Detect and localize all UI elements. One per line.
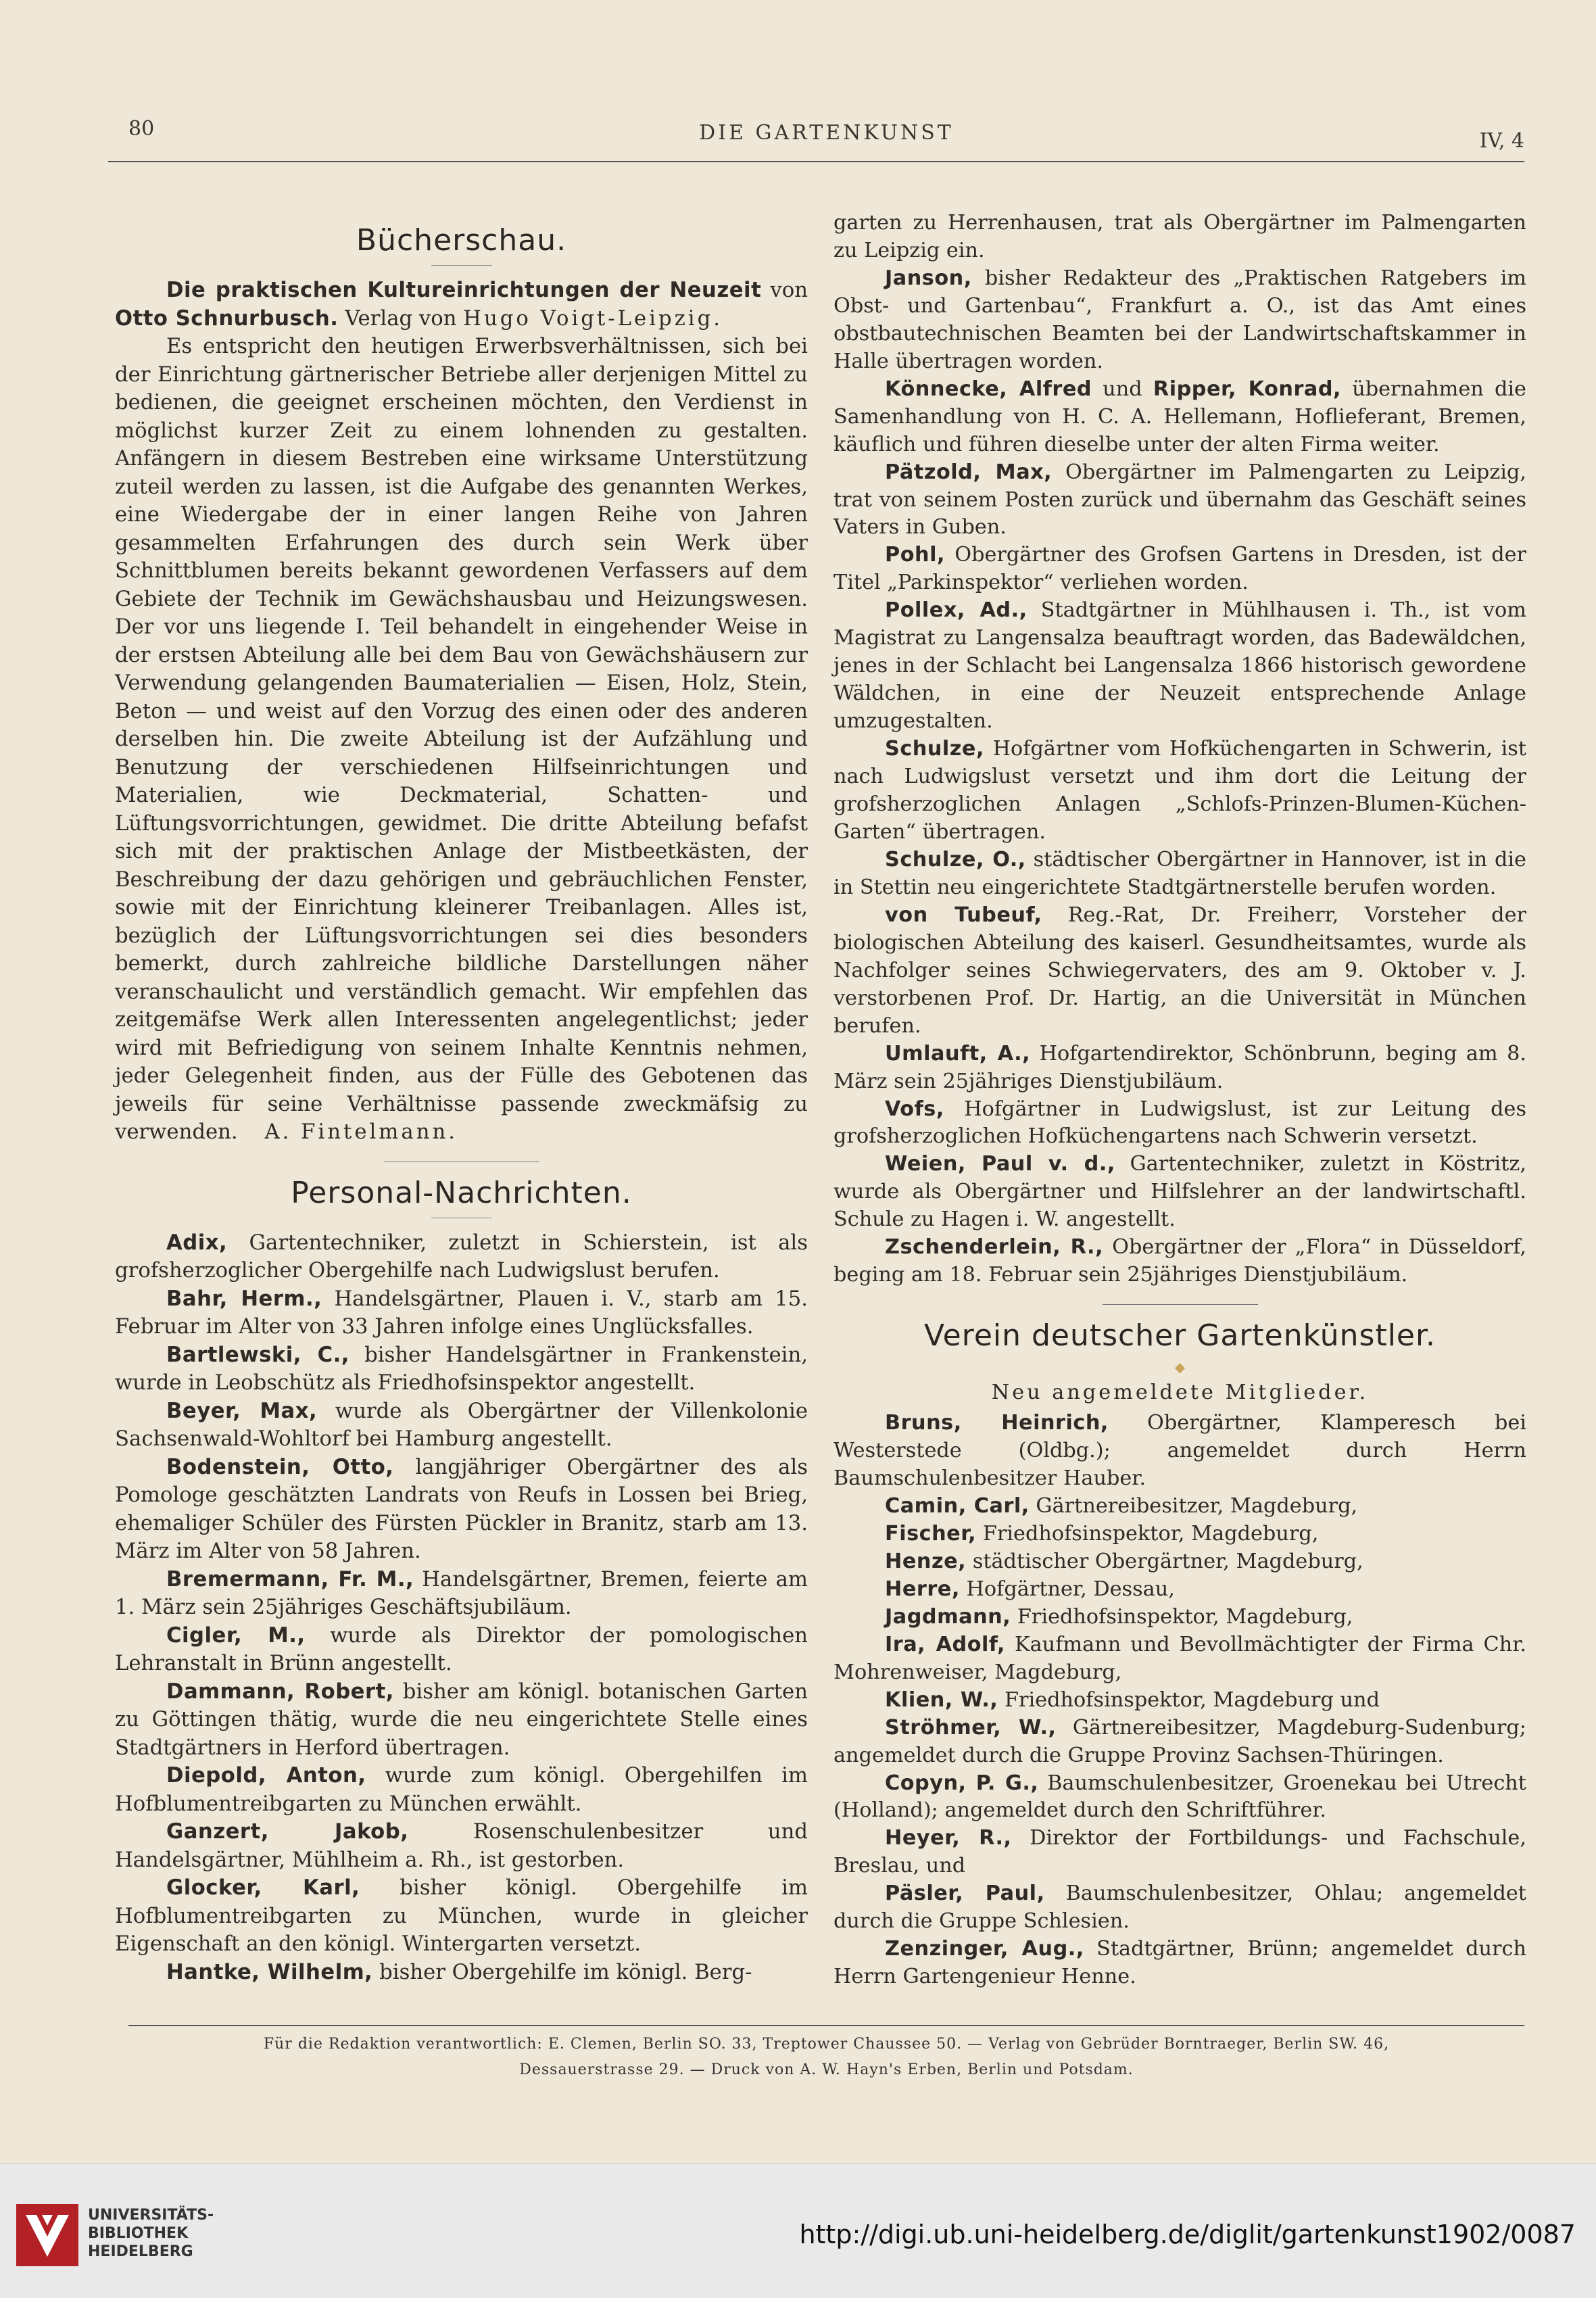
person-name: Vofs,: [885, 1097, 944, 1121]
page-number: 80: [128, 117, 155, 141]
entry-text: städtischer Obergärtner, Magdeburg,: [972, 1549, 1363, 1573]
divider: [431, 265, 492, 266]
section-subtitle: Neu angemeldete Mitglieder.: [991, 1381, 1369, 1405]
person-name: Ganzert, Jakob,: [166, 1820, 409, 1844]
divider: [1103, 1304, 1258, 1305]
entry-text: städtischer Obergärtner in Hannover, ist in die in Stettin neu eingerichtete Stadtgärtnerstelle berufen worden.: [833, 847, 1526, 899]
entry-text: bisher Redakteur des „Praktischen Ratgebers im Obst- und Gartenbau“, Frankfurt a. O., ist das Amt eines obstbautechnischen Beamten bei der Landwirtschaftskammer in Halle übertragen worden.: [833, 266, 1526, 373]
header-rule: [108, 161, 1524, 162]
person-name: Henze,: [885, 1549, 967, 1573]
person-name: Bremermann, Fr. M.,: [166, 1567, 414, 1591]
page-header: [128, 112, 1524, 152]
entry-text: Friedhofsinspektor, Magdeburg,: [1017, 1604, 1353, 1629]
entry-text: Hofgartendirektor, Schönbrunn, beging am 8. März sein 25jähriges Dienstjubiläum.: [833, 1041, 1526, 1093]
person-name: Camin, Carl,: [885, 1493, 1030, 1518]
person-name: Zenzinger, Aug.,: [885, 1937, 1084, 1961]
personal-entry: [833, 902, 1526, 1040]
entry-text: bisher Handelsgärtner in Frankenstein, wurde in Leobschütz als Friedhofsinspektor angestellt.: [115, 1343, 808, 1395]
entry-text: Obergärtner des Grofsen Gartens in Dresden, ist der Titel „Parkinspektor“ verliehen worden.: [833, 543, 1526, 595]
person-name: Klien, W.,: [885, 1687, 998, 1712]
personal-entry: [833, 1825, 1526, 1880]
person-name: Copyn, P. G.,: [885, 1771, 1039, 1795]
person-name: Bartlewski, C.,: [166, 1343, 349, 1367]
entry-text: Hofgärtner in Ludwigslust, ist zur Leitung des grofsherzoglichen Hofküchengartens nach Schwerin versetzt.: [833, 1097, 1526, 1149]
personal-entry: [833, 1687, 1526, 1715]
personal-entry: [115, 1229, 808, 1285]
entry-text: Obergärtner im Palmengarten zu Leipzig, trat von seinem Posten zurück und übernahm das Geschäft seines Vaters in Guben.: [833, 460, 1526, 540]
personal-entry: [833, 1936, 1526, 1991]
entry-text: Gärtnereibesitzer, Magdeburg-Sudenburg; angemeldet durch die Gruppe Provinz Sachsen-Thüringen.: [833, 1715, 1526, 1767]
personal-entry: [115, 1874, 808, 1959]
person-name: Bodenstein, Otto,: [166, 1455, 394, 1479]
left-column: [115, 210, 808, 1986]
entry-text: Kaufmann und Bevollmächtigter der Firma Chr. Mohrenweiser, Magdeburg,: [833, 1632, 1526, 1684]
entry-text: übernahmen die Samenhandlung von H. C. A. Hellemann, Hoflieferant, Bremen, käuflich und führen dieselbe unter der alten Firma weiter.: [833, 377, 1526, 456]
imprint-line: Für die Redaktion verantwortlich: E. Clemen, Berlin SO. 33, Treptower Chaussee 50. — Verlag von Gebrüder Borntraeger, Berlin SW. 46,: [263, 2036, 1390, 2053]
personal-entry: [833, 1576, 1526, 1604]
person-name: Zschenderlein, R.,: [885, 1235, 1104, 1260]
review-signature: A. Fintelmann.: [264, 1120, 458, 1144]
person-name: Cigler, M.,: [166, 1623, 306, 1648]
person-name: Päsler, Paul,: [885, 1882, 1045, 1906]
entry-text: Baumschulenbesitzer, Groenekau bei Utrecht (Holland); angemeldet durch den Schriftführer.: [833, 1771, 1526, 1823]
person-name: Beyer, Max,: [166, 1399, 318, 1423]
personal-entry: [115, 1762, 808, 1818]
review-text: [115, 333, 808, 1147]
library-footer: [0, 2163, 1596, 2298]
imprint-line: Dessauerstrasse 29. — Druck von A. W. Hayn's Erben, Berlin und Potsdam.: [519, 2061, 1134, 2078]
personal-entry: [833, 1493, 1526, 1521]
volume-number: IV, 4: [1479, 129, 1524, 153]
entry-text: bisher am königl. botanischen Garten zu Göttingen thätig, wurde die neu eingerichtete Stelle eines Stadtgärtners in Herford übertragen.: [115, 1679, 808, 1760]
entry-text: Friedhofsinspektor, Magdeburg,: [982, 1521, 1319, 1546]
person-name: Umlauft, A.,: [885, 1041, 1031, 1066]
personal-entry: [833, 597, 1526, 736]
entry-text: Reg.-Rat, Dr. Freiherr, Vorsteher der biologischen Abteilung des kaiserl. Gesundheitsamtes, wurde als Nachfolger seines Schwiegervaters, des am 9. Oktober v. J. verstorbenen Prof. Dr. Hartig, an die Universität in München berufen.: [833, 903, 1526, 1038]
entry-text: wurde als Obergärtner der Villenkolonie Sachsenwald-Wohltorf bei Hamburg angestellt.: [115, 1399, 808, 1451]
entry-text: wurde als Direktor der pomologischen Lehranstalt in Brünn angestellt.: [115, 1623, 808, 1675]
imprint-rule: [128, 2025, 1524, 2026]
person-name: Schulze, O.,: [885, 847, 1026, 871]
personal-entry: [833, 736, 1526, 846]
personal-entry: [833, 1234, 1526, 1289]
personal-entry: [833, 1548, 1526, 1576]
entry-text: Obergärtner, Klamperesch bei Westerstede (Oldbg.); angemeldet durch Herrn Baumschulenbesitzer Hauber.: [833, 1411, 1527, 1491]
person-name: Ströhmer, W.,: [885, 1715, 1057, 1740]
person-name: Diepold, Anton,: [166, 1764, 366, 1788]
entry-text: Stadtgärtner in Mühlhausen i. Th., ist vom Magistrat zu Langensalza beauftragt worden, das Badewäldchen, jenes in der Schlacht bei Langensalza 1866 historisch gewordene Wäldchen, in eine der Neuzeit entsprechende Anlage umzugestalten.: [833, 598, 1526, 734]
personal-entry: [833, 1410, 1526, 1493]
book-publisher: Hugo Voigt-Leipzig.: [463, 306, 723, 331]
book-author: Otto Schnurbusch.: [115, 306, 339, 331]
citation-verlag: Verlag von: [345, 306, 457, 331]
review-body: Es entspricht den heutigen Erwerbsverhältnissen, sich bei der Einrichtung gärtnerischer Betriebe aller derjenigen Mittel zu bedienen, die geeignet erscheinen möchten, den Verdienst in möglichst kurzer Zeit zu einem lohnenden zu gestalten. Anfängern in diesem Bestreben eine wirksame Unterstützung zuteil werden zu lassen, ist die Aufgabe des genannten Werkes, eine Wiedergabe der in einer langen Reihe von Jahren gesammelten Erfahrungen des durch sein Werk über Schnittblumen bereits bekannt gewordenen Verfassers auf dem Gebiete der Technik im Gewächshausbau und Heizungswesen. Der vor uns liegende I. Teil behandelt in eingehender Weise in der erstsen Abteilung alle bei dem Bau von Gewächshäusern zur Verwendung gelangenden Baumaterialien — Eisen, Holz, Stein, Beton — und weist auf den Vorzug des einen oder des anderen derselben hin. Die zweite Abteilung ist der Aufzählung und Benutzung der verschiedenen Hilfseinrichtungen und Materialien, wie Deckmaterial, Schatten- und Lüftungsvorrichtungen, gewidmet. Die dritte Abteilung befafst sich mit der praktischen Anlage der Mistbeetkästen, der Beschreibung der dazu gehörigen und gebräuchlichen Fenster, sowie mit der Einrichtung kleinerer Treibanlagen. Alles ist, bezüglich der Lüftungsvorrichtungen sei dies besonders bemerkt, durch zahlreiche bildliche Darstellungen näher veranschaulicht und verständlich gemacht. Wir empfehlen das zeitgemäfse Werk allen Interessenten angelegentlichst; jeder wird mit Befriedigung von seinem Inhalte Kenntnis nehmen, jeder Gelegenheit finden, aus der Fülle des Gebotenen das jeweils für seine Verhältnisse passende zweckmäfsig zu verwenden.: [115, 335, 808, 1144]
right-column: [833, 210, 1526, 1991]
entry-text: Handelsgärtner, Plauen i. V., starb am 15. Februar im Alter von 33 Jahren infolge eines Unglücksfalles.: [115, 1287, 808, 1339]
personal-entry: [115, 1818, 808, 1874]
person-name: Ripper, Konrad,: [1153, 377, 1342, 401]
book-title: Die praktischen Kultureinrichtungen der Neuzeit: [166, 279, 762, 302]
member-entries: [833, 1410, 1526, 1991]
personal-entry: [115, 1622, 808, 1678]
person-name: Hantke, Wilhelm,: [166, 1960, 373, 1984]
personal-entry: [115, 1566, 808, 1622]
personal-entry: [833, 1604, 1526, 1631]
library-name: [88, 2206, 214, 2261]
journal-title: DIE GARTENKUNST: [699, 121, 954, 145]
book-citation: [115, 277, 808, 333]
section-title-verein: Verein deutscher Gartenkünstler.: [923, 1318, 1436, 1354]
person-name: Bahr, Herm.,: [166, 1287, 322, 1311]
citation-von: von: [770, 279, 808, 302]
entry-text: bisher königl. Obergehilfe im Hofblumentreibgarten zu München, wurde in gleicher Eigenschaft an den königl. Wintergarten versetzt.: [115, 1876, 808, 1956]
personal-entry: [833, 459, 1526, 542]
personal-entry: [833, 265, 1526, 376]
entry-text: Obergärtner der „Flora“ in Düsseldorf, beging am 18. Februar sein 25jähriges Dienstjubiläum.: [833, 1235, 1526, 1287]
personal-entry: [833, 1151, 1526, 1234]
imprint: [128, 2032, 1524, 2083]
entry-connector: und: [1103, 377, 1142, 401]
entry-text: Hofgärtner vom Hofküchengarten in Schwerin, ist nach Ludwigslust versetzt und ihm dort die Leitung der grofsherzoglichen Anlagen „Schlofs-Prinzen-Blumen-Küchen-Garten“ übertragen.: [833, 737, 1526, 844]
person-name: Schulze,: [885, 737, 984, 761]
personal-entry: [833, 542, 1526, 597]
personal-entry: [833, 376, 1526, 459]
personal-entry: [833, 1096, 1526, 1151]
entry-text: bisher Obergehilfe im königl. Berg-: [379, 1960, 752, 1984]
entry-text: Handelsgärtner, Bremen, feierte am 1. März sein 25jähriges Geschäftsjubiläum.: [115, 1567, 808, 1619]
person-name: Herre,: [885, 1577, 960, 1601]
entry-text: langjähriger Obergärtner des als Pomologe geschätzten Landrats von Reufs in Lossen bei Brieg, ehemaliger Schüler des Fürsten Pückler in Branitz, starb am 13. März im Alter von 58 Jahren.: [115, 1455, 808, 1563]
ornament-icon: ◆: [1174, 1359, 1186, 1376]
personal-entry: [115, 1959, 808, 1987]
personal-entry: [833, 846, 1526, 902]
personal-entry: [115, 1397, 808, 1454]
person-name: Jagdmann,: [885, 1604, 1011, 1629]
personal-entry: [115, 1341, 808, 1397]
section-title-personal: Personal-Nachrichten.: [291, 1175, 632, 1210]
person-name: Janson,: [885, 266, 972, 290]
section-title-buecherschau: Bücherschau.: [356, 223, 567, 258]
library-name-line: HEIDELBERG: [88, 2243, 193, 2260]
person-name: Dammann, Robert,: [166, 1679, 394, 1704]
person-name: Könnecke, Alfred: [885, 377, 1092, 401]
person-name: Bruns, Heinrich,: [885, 1411, 1109, 1435]
person-name: Weien, Paul v. d.,: [885, 1152, 1115, 1176]
person-name: Fischer,: [885, 1521, 977, 1546]
entry-text: Stadtgärtner, Brünn; angemeldet durch Herrn Gartengenieur Henne.: [833, 1937, 1526, 1989]
library-name-line: BIBLIOTHEK: [88, 2225, 189, 2242]
personal-entry: [115, 1285, 808, 1341]
personal-entry: [833, 1040, 1526, 1096]
personal-entry: [833, 1521, 1526, 1548]
continued-entry: garten zu Herrenhausen, trat als Obergärtner im Palmengarten zu Leipzig ein.: [833, 211, 1526, 262]
person-name: Pohl,: [885, 543, 945, 567]
entry-text: Gärtnereibesitzer, Magdeburg,: [1036, 1493, 1358, 1518]
personal-entries-left: [115, 1229, 808, 1987]
person-name: von Tubeuf,: [885, 903, 1042, 927]
entry-text: Gartentechniker, zuletzt in Köstritz, wurde als Obergärtner und Hilfslehrer an der landwirtschaftl. Schule zu Hagen i. W. angestellt.: [833, 1152, 1526, 1232]
person-name: Ira, Adolf,: [885, 1632, 1005, 1656]
personal-entry: [833, 1880, 1526, 1936]
personal-entry: [833, 1770, 1526, 1825]
person-name: Adix,: [166, 1230, 228, 1255]
university-seal-icon: [14, 2201, 81, 2269]
entry-text: Rosenschulenbesitzer und Handelsgärtner, Mühlheim a. Rh., ist gestorben.: [115, 1820, 808, 1872]
personal-entry: [833, 1715, 1526, 1770]
personal-entry: [833, 1631, 1526, 1687]
entry-text: Friedhofsinspektor, Magdeburg und: [1005, 1687, 1380, 1712]
person-name: Pätzold, Max,: [885, 460, 1053, 484]
person-name: Heyer, R.,: [885, 1826, 1012, 1850]
person-name: Glocker, Karl,: [166, 1876, 360, 1900]
entry-text: Baumschulenbesitzer, Ohlau; angemeldet durch die Gruppe Schlesien.: [833, 1882, 1526, 1934]
personal-entries-right: [833, 265, 1526, 1289]
entry-text: wurde zum königl. Obergehilfen im Hofblumentreibgarten zu München erwählt.: [115, 1764, 808, 1816]
personal-entry: [115, 1454, 808, 1566]
entry-text: Gartentechniker, zuletzt in Schierstein, ist als grofsherzoglicher Obergehilfe nach Ludwigslust berufen.: [115, 1230, 808, 1283]
entry-text: Direktor der Fortbildungs- und Fachschule, Breslau, und: [833, 1826, 1526, 1878]
person-name: Pollex, Ad.,: [885, 598, 1027, 623]
library-name-line: UNIVERSITÄTS-: [88, 2207, 214, 2224]
entry-text: Hofgärtner, Dessau,: [966, 1577, 1175, 1601]
source-url-link[interactable]: http://digi.ub.uni-heidelberg.de/diglit/gartenkunst1902/0087: [799, 2220, 1576, 2249]
personal-entry: [115, 1678, 808, 1763]
